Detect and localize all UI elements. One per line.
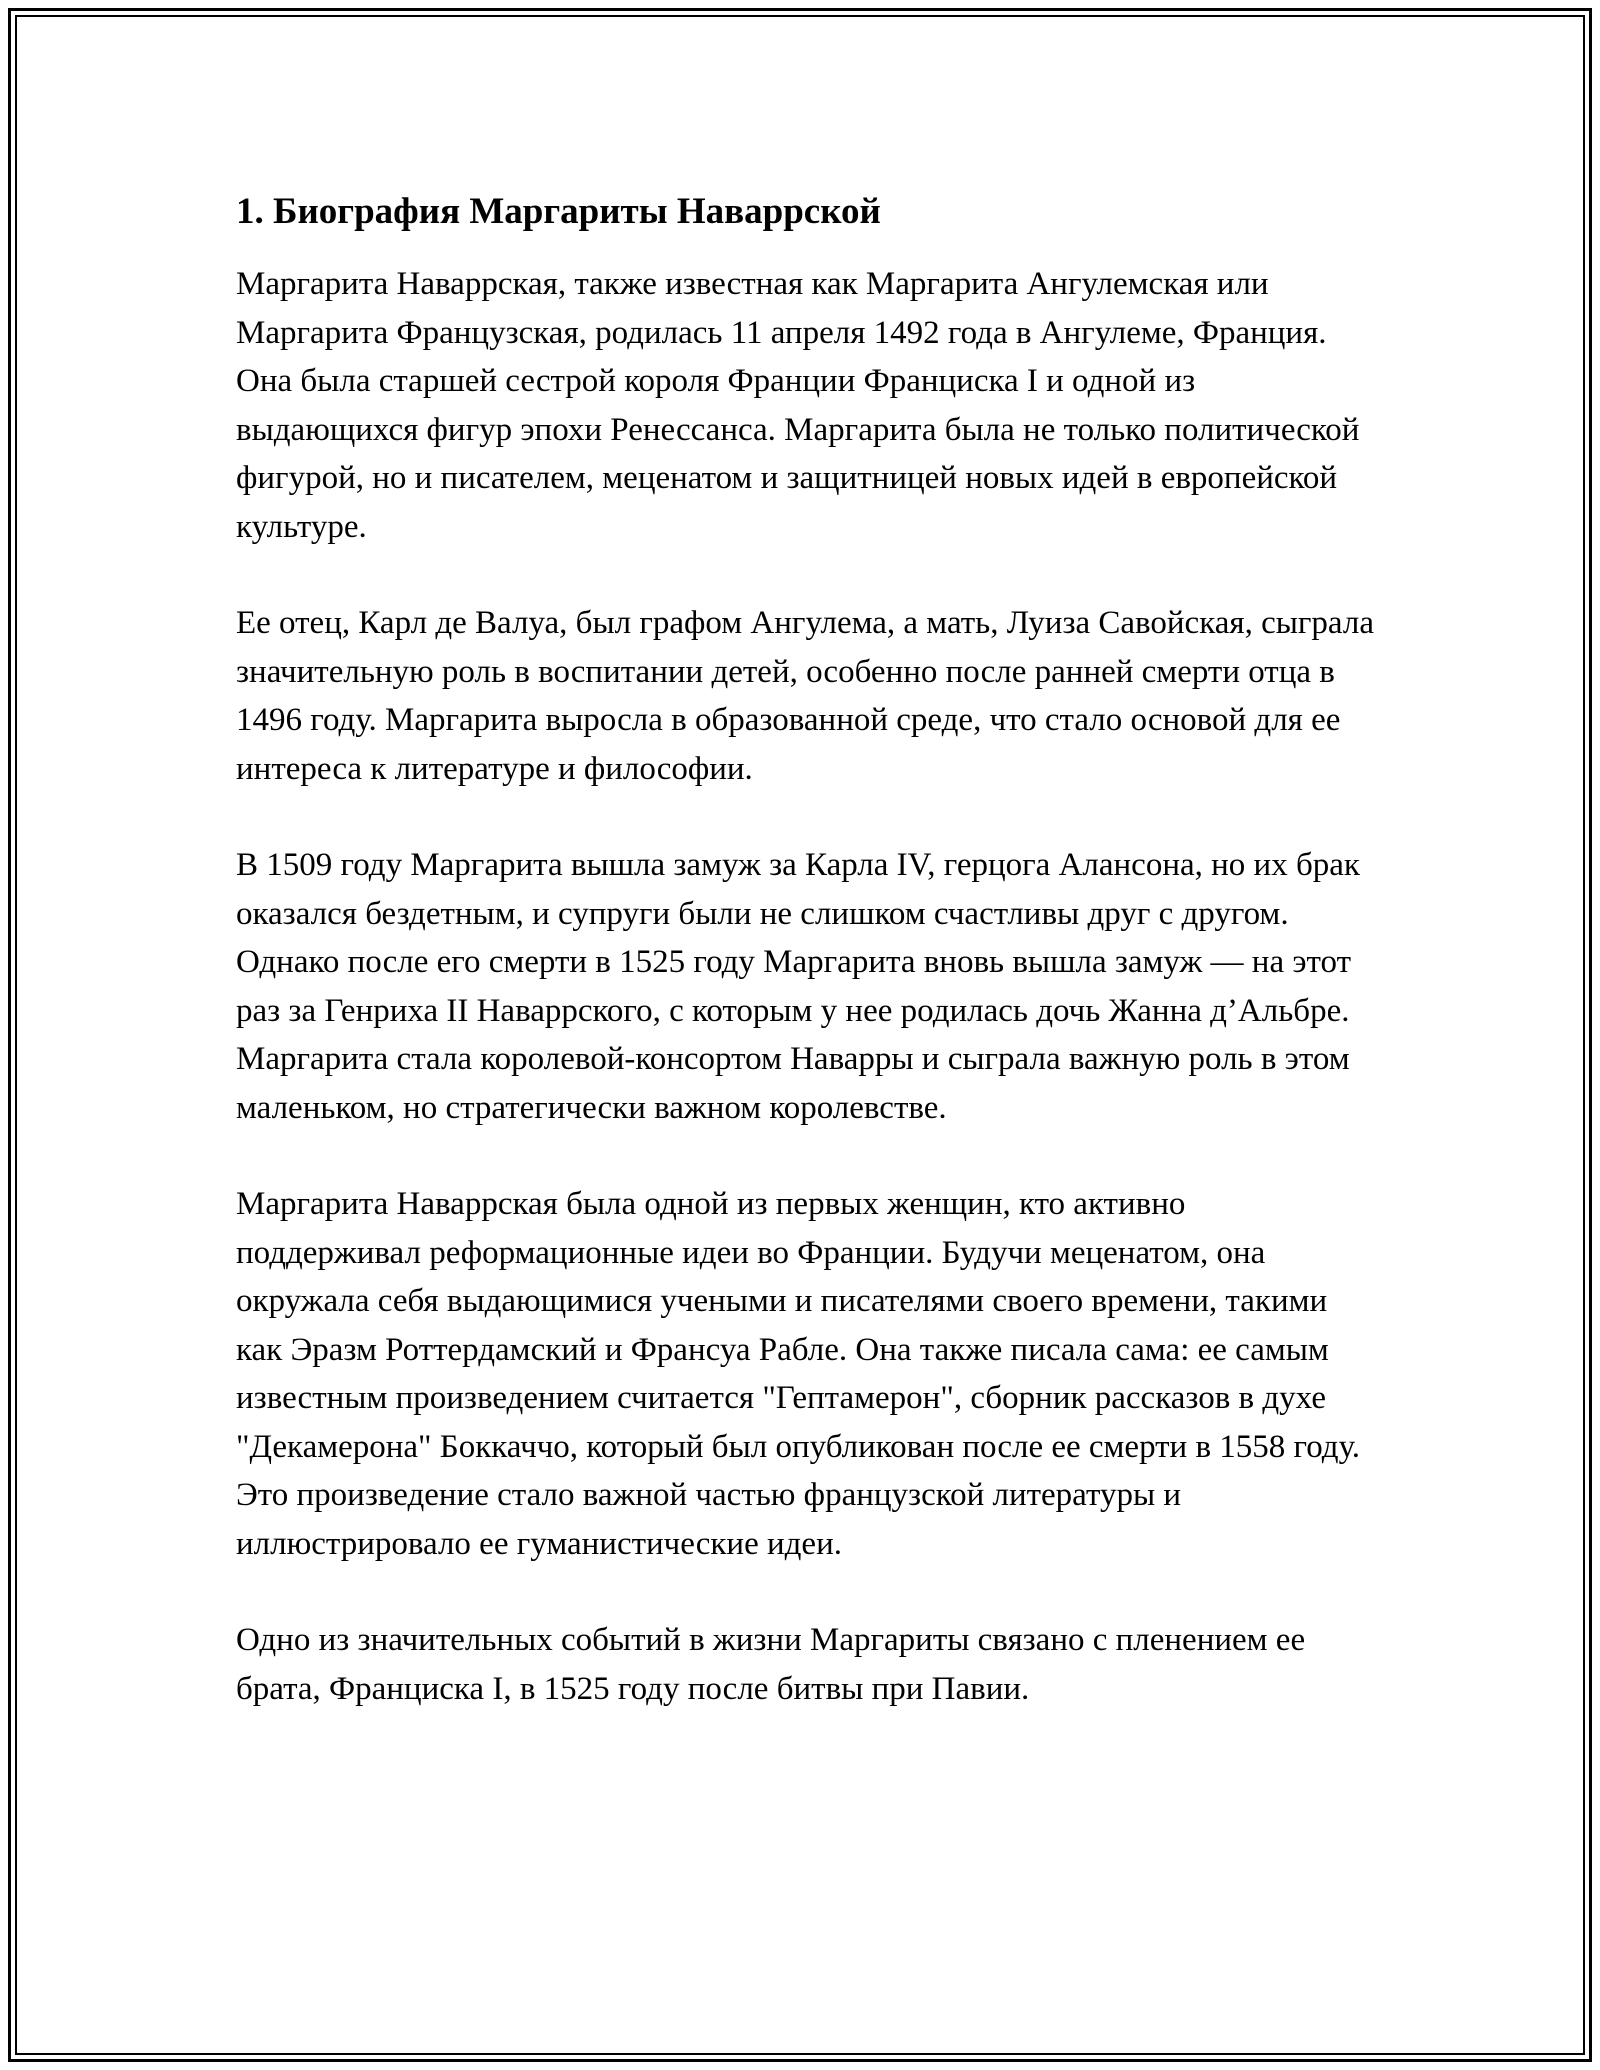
paragraph-4: Маргарита Наваррская была одной из первых женщин, кто активно поддерживал реформационные идеи во Франции. Будучи меценатом, она окружала себя выдающимися учеными и писателями своего времени, такими как Эразм Роттердамский и Франсуа Рабле. Она также писала сама: ее самым известным произведением считается "Гептамерон", сборник рассказов в духе "Декамерона" Боккаччо, который был опубликован после ее смерти в 1558 году. Это произведение стало важной частью французской литературы и иллюстрировало ее гуманистические идеи. <box>236 1186 1361 1562</box>
paragraph-2: Ее отец, Карл де Валуа, был графом Ангулема, а мать, Луиза Савойская, сыграла значительную роль в воспитании детей, особенно после ранней смерти отца в 1496 году. Маргарита выросла в образованной среде, что стало основой для ее интереса к литературе и философии. <box>236 605 1374 787</box>
paragraph-3: В 1509 году Маргарита вышла замуж за Карла IV, герцога Алансона, но их брак оказался бездетным, и супруги были не слишком счастливы друг с другом. Однако после его смерти в 1525 году Маргарита вновь вышла замуж — на этот раз за Генриха II Наваррского, с которым у нее родилась дочь Жанна д’Альбре. Маргарита стала королевой-консортом Наварры и сыграла важную роль в этом маленьком, но стратегически важном королевстве. <box>236 847 1360 1126</box>
section-title: 1. Биография Маргариты Наваррской <box>236 191 881 232</box>
paragraph-1: Маргарита Наваррская, также известная как Маргарита Ангулемская или Маргарита Французская, родилась 11 апреля 1492 года в Ангулеме, Франция. Она была старшей сестрой короля Франции Франциска I и одной из выдающихся фигур эпохи Ренессанса. Маргарита была не только политической фигурой, но и писателем, меценатом и защитницей новых идей в европейской культуре. <box>236 266 1360 545</box>
document-body <box>236 186 1376 1761</box>
paragraph-5: Одно из значительных событий в жизни Маргариты связано с пленением ее брата, Франциска I, в 1525 году после битвы при Павии. <box>236 1622 1306 1707</box>
